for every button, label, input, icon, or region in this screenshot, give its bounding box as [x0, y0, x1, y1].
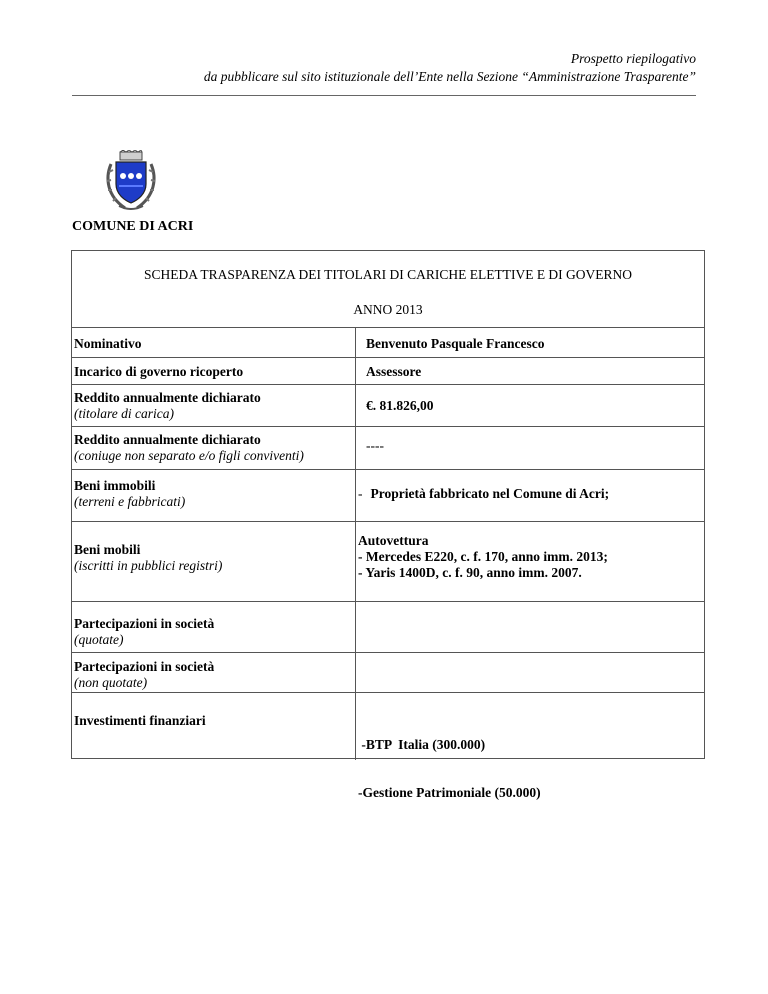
row-value: [358, 533, 608, 581]
row-value-text: Proprietà fabbricato nel Comune di Acri;: [370, 486, 610, 501]
row-label-main: Partecipazioni in società: [74, 616, 215, 631]
table-row: [72, 327, 704, 358]
row-label-cell: [72, 602, 356, 653]
row-label-sub: (iscritti in pubblici registri): [74, 558, 223, 573]
row-label-sub: (terreni e fabbricati): [74, 494, 186, 509]
row-value-cell: [356, 522, 704, 602]
comune-title: COMUNE DI ACRI: [72, 219, 194, 234]
row-label-cell: [72, 427, 356, 470]
row-value-cell: [356, 470, 704, 522]
row-label-sub: (titolare di carica): [74, 406, 174, 421]
row-label-cell: [72, 653, 356, 693]
row-label-sub: (quotate): [74, 632, 124, 647]
page-header: [204, 50, 696, 86]
header-line-2: da pubblicare sul sito istituzionale dell’Ente nella Sezione “Amministrazione Trasparente”: [203, 69, 696, 84]
table-row: [72, 601, 704, 653]
row-label: Incarico di governo ricoperto: [74, 364, 244, 379]
row-value-cell: [356, 427, 704, 470]
row-value-cell: [356, 385, 704, 427]
header-line-1: Prospetto riepilogativo: [570, 51, 696, 66]
row-value: ----: [366, 438, 384, 453]
row-label: [74, 659, 214, 691]
row-value-cell: [356, 328, 704, 358]
table-row: [72, 384, 704, 427]
coat-of-arms-icon: [103, 150, 159, 212]
row-label: Nominativo: [74, 336, 142, 351]
table-title: SCHEDA TRASPARENZA DEI TITOLARI DI CARICHE ELETTIVE E DI GOVERNO: [143, 267, 633, 282]
table-row: [72, 357, 704, 385]
row-value-line: - Yaris 1400D, c. f. 90, anno imm. 2007.: [358, 565, 582, 580]
row-label-main: Reddito annualmente dichiarato: [74, 390, 261, 405]
row-label-sub: (non quotate): [74, 675, 148, 690]
row-value-cell: [356, 693, 704, 800]
row-value-line: -BTP Italia (300.000): [358, 737, 486, 752]
row-label-cell: [72, 385, 356, 427]
table-row: [72, 652, 704, 693]
row-value: Assessore: [366, 364, 422, 379]
row-label: [74, 390, 261, 422]
table-row: [72, 426, 704, 470]
row-value: [358, 705, 541, 833]
row-label-main: Partecipazioni in società: [74, 659, 215, 674]
row-label-cell: [72, 693, 356, 760]
transparency-table: [71, 250, 705, 800]
row-value-line: -Gestione Patrimoniale (50.000): [358, 785, 541, 800]
list-dash: -: [358, 486, 363, 501]
row-label-cell: [72, 358, 356, 385]
row-value: [358, 486, 609, 502]
row-label-main: Reddito annualmente dichiarato: [74, 432, 261, 447]
row-label: [74, 432, 304, 464]
row-label-main: Beni mobili: [74, 542, 141, 557]
table-row: [72, 469, 704, 522]
row-label: [74, 478, 185, 510]
row-value-line: - Mercedes E220, c. f. 170, anno imm. 2013;: [358, 549, 608, 564]
row-label: [74, 542, 222, 574]
header-rule: [72, 95, 696, 96]
row-value-cell: [356, 602, 704, 653]
table-row: [72, 692, 704, 800]
row-label-sub: (coniuge non separato e/o figli conviventi): [74, 448, 304, 463]
row-value-cell: [356, 653, 704, 693]
row-value: €. 81.826,00: [366, 398, 434, 413]
row-label-cell: [72, 328, 356, 358]
row-value-line: Autovettura: [358, 533, 429, 548]
row-label-cell: [72, 522, 356, 602]
table-year: ANNO 2013: [353, 302, 423, 317]
row-label-main: Beni immobili: [74, 478, 156, 493]
row-label: Investimenti finanziari: [74, 713, 206, 728]
table-row: [72, 521, 704, 602]
row-label: [74, 616, 214, 648]
row-label-cell: [72, 470, 356, 522]
row-value-cell: [356, 358, 704, 385]
row-value: Benvenuto Pasquale Francesco: [366, 336, 545, 351]
